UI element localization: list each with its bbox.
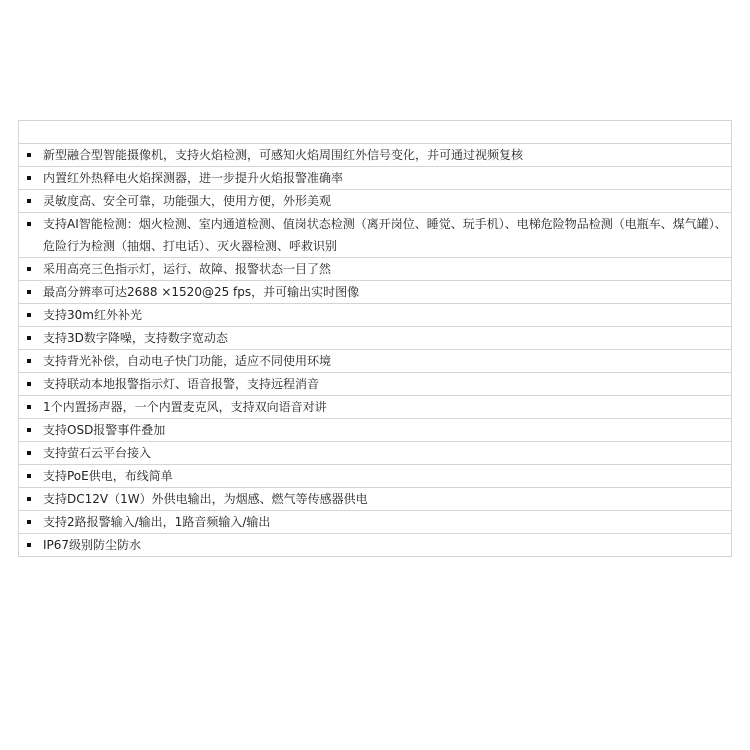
feature-cell <box>19 373 732 396</box>
bullet-icon <box>27 382 31 386</box>
feature-text: 支持2路报警输入/输出，1路音频输入/输出 <box>43 515 271 529</box>
feature-text: 灵敏度高、安全可靠，功能强大，使用方便，外形美观 <box>43 194 332 208</box>
feature-text: 最高分辨率可达2688 ×1520@25 fps，并可输出实时图像 <box>43 285 360 299</box>
table-row <box>19 144 732 167</box>
bullet-icon <box>27 290 31 294</box>
feature-text: 支持DC12V（1W）外供电输出，为烟感、燃气等传感器供电 <box>43 492 368 506</box>
table-row <box>19 281 732 304</box>
bullet-icon <box>27 176 31 180</box>
feature-cell <box>19 281 732 304</box>
feature-text: 支持AI智能检测：烟火检测、室内通道检测、值岗状态检测（离开岗位、睡觉、玩手机）、电梯危险物品检测（电瓶车、煤气罐）、危险行为检测（抽烟、打电话）、灭火器检测、呼救识别 <box>43 217 727 253</box>
bullet-icon <box>27 428 31 432</box>
feature-cell <box>19 304 732 327</box>
feature-table <box>18 120 732 557</box>
feature-cell <box>19 350 732 373</box>
bullet-icon <box>27 313 31 317</box>
table-row <box>19 190 732 213</box>
feature-cell <box>19 488 732 511</box>
bullet-icon <box>27 359 31 363</box>
feature-text: 支持萤石云平台接入 <box>43 446 152 460</box>
bullet-icon <box>27 543 31 547</box>
table-row <box>19 419 732 442</box>
feature-text: 支持30m红外补光 <box>43 308 142 322</box>
table-row <box>19 258 732 281</box>
feature-text: 支持背光补偿，自动电子快门功能，适应不同使用环境 <box>43 354 332 368</box>
bullet-icon <box>27 199 31 203</box>
feature-text: 内置红外热释电火焰探测器，进一步提升火焰报警准确率 <box>43 171 344 185</box>
bullet-icon <box>27 520 31 524</box>
feature-cell <box>19 144 732 167</box>
bullet-icon <box>27 451 31 455</box>
feature-cell <box>19 190 732 213</box>
feature-text: IP67级别防尘防水 <box>43 538 142 552</box>
bullet-icon <box>27 336 31 340</box>
table-row <box>19 534 732 557</box>
feature-cell <box>19 419 732 442</box>
feature-cell <box>19 534 732 557</box>
bullet-icon <box>27 267 31 271</box>
feature-text: 支持联动本地报警指示灯、语音报警，支持远程消音 <box>43 377 320 391</box>
table-row <box>19 488 732 511</box>
feature-text: 采用高亮三色指示灯，运行、故障、报警状态一目了然 <box>43 262 332 276</box>
feature-text: 支持3D数字降噪，支持数字宽动态 <box>43 331 228 345</box>
feature-text: 支持PoE供电，布线简单 <box>43 469 173 483</box>
feature-cell <box>19 258 732 281</box>
feature-text: 支持OSD报警事件叠加 <box>43 423 166 437</box>
table-row <box>19 373 732 396</box>
feature-cell <box>19 442 732 465</box>
feature-cell <box>19 167 732 190</box>
table-row <box>19 511 732 534</box>
table-row <box>19 465 732 488</box>
feature-text: 1个内置扬声器，一个内置麦克风，支持双向语音对讲 <box>43 400 327 414</box>
table-header-row <box>19 121 732 144</box>
feature-cell <box>19 327 732 350</box>
bullet-icon <box>27 405 31 409</box>
table-row <box>19 350 732 373</box>
feature-list <box>19 121 732 557</box>
table-header-cell <box>19 121 732 144</box>
table-row <box>19 442 732 465</box>
table-row <box>19 396 732 419</box>
bullet-icon <box>27 474 31 478</box>
bullet-icon <box>27 222 31 226</box>
table-row <box>19 304 732 327</box>
bullet-icon <box>27 153 31 157</box>
table-row <box>19 327 732 350</box>
feature-text: 新型融合型智能摄像机，支持火焰检测，可感知火焰周围红外信号变化，并可通过视频复核 <box>43 148 524 162</box>
table-row <box>19 213 732 258</box>
bullet-icon <box>27 497 31 501</box>
feature-cell <box>19 213 732 258</box>
feature-cell <box>19 396 732 419</box>
feature-cell <box>19 465 732 488</box>
table-row <box>19 167 732 190</box>
feature-cell <box>19 511 732 534</box>
